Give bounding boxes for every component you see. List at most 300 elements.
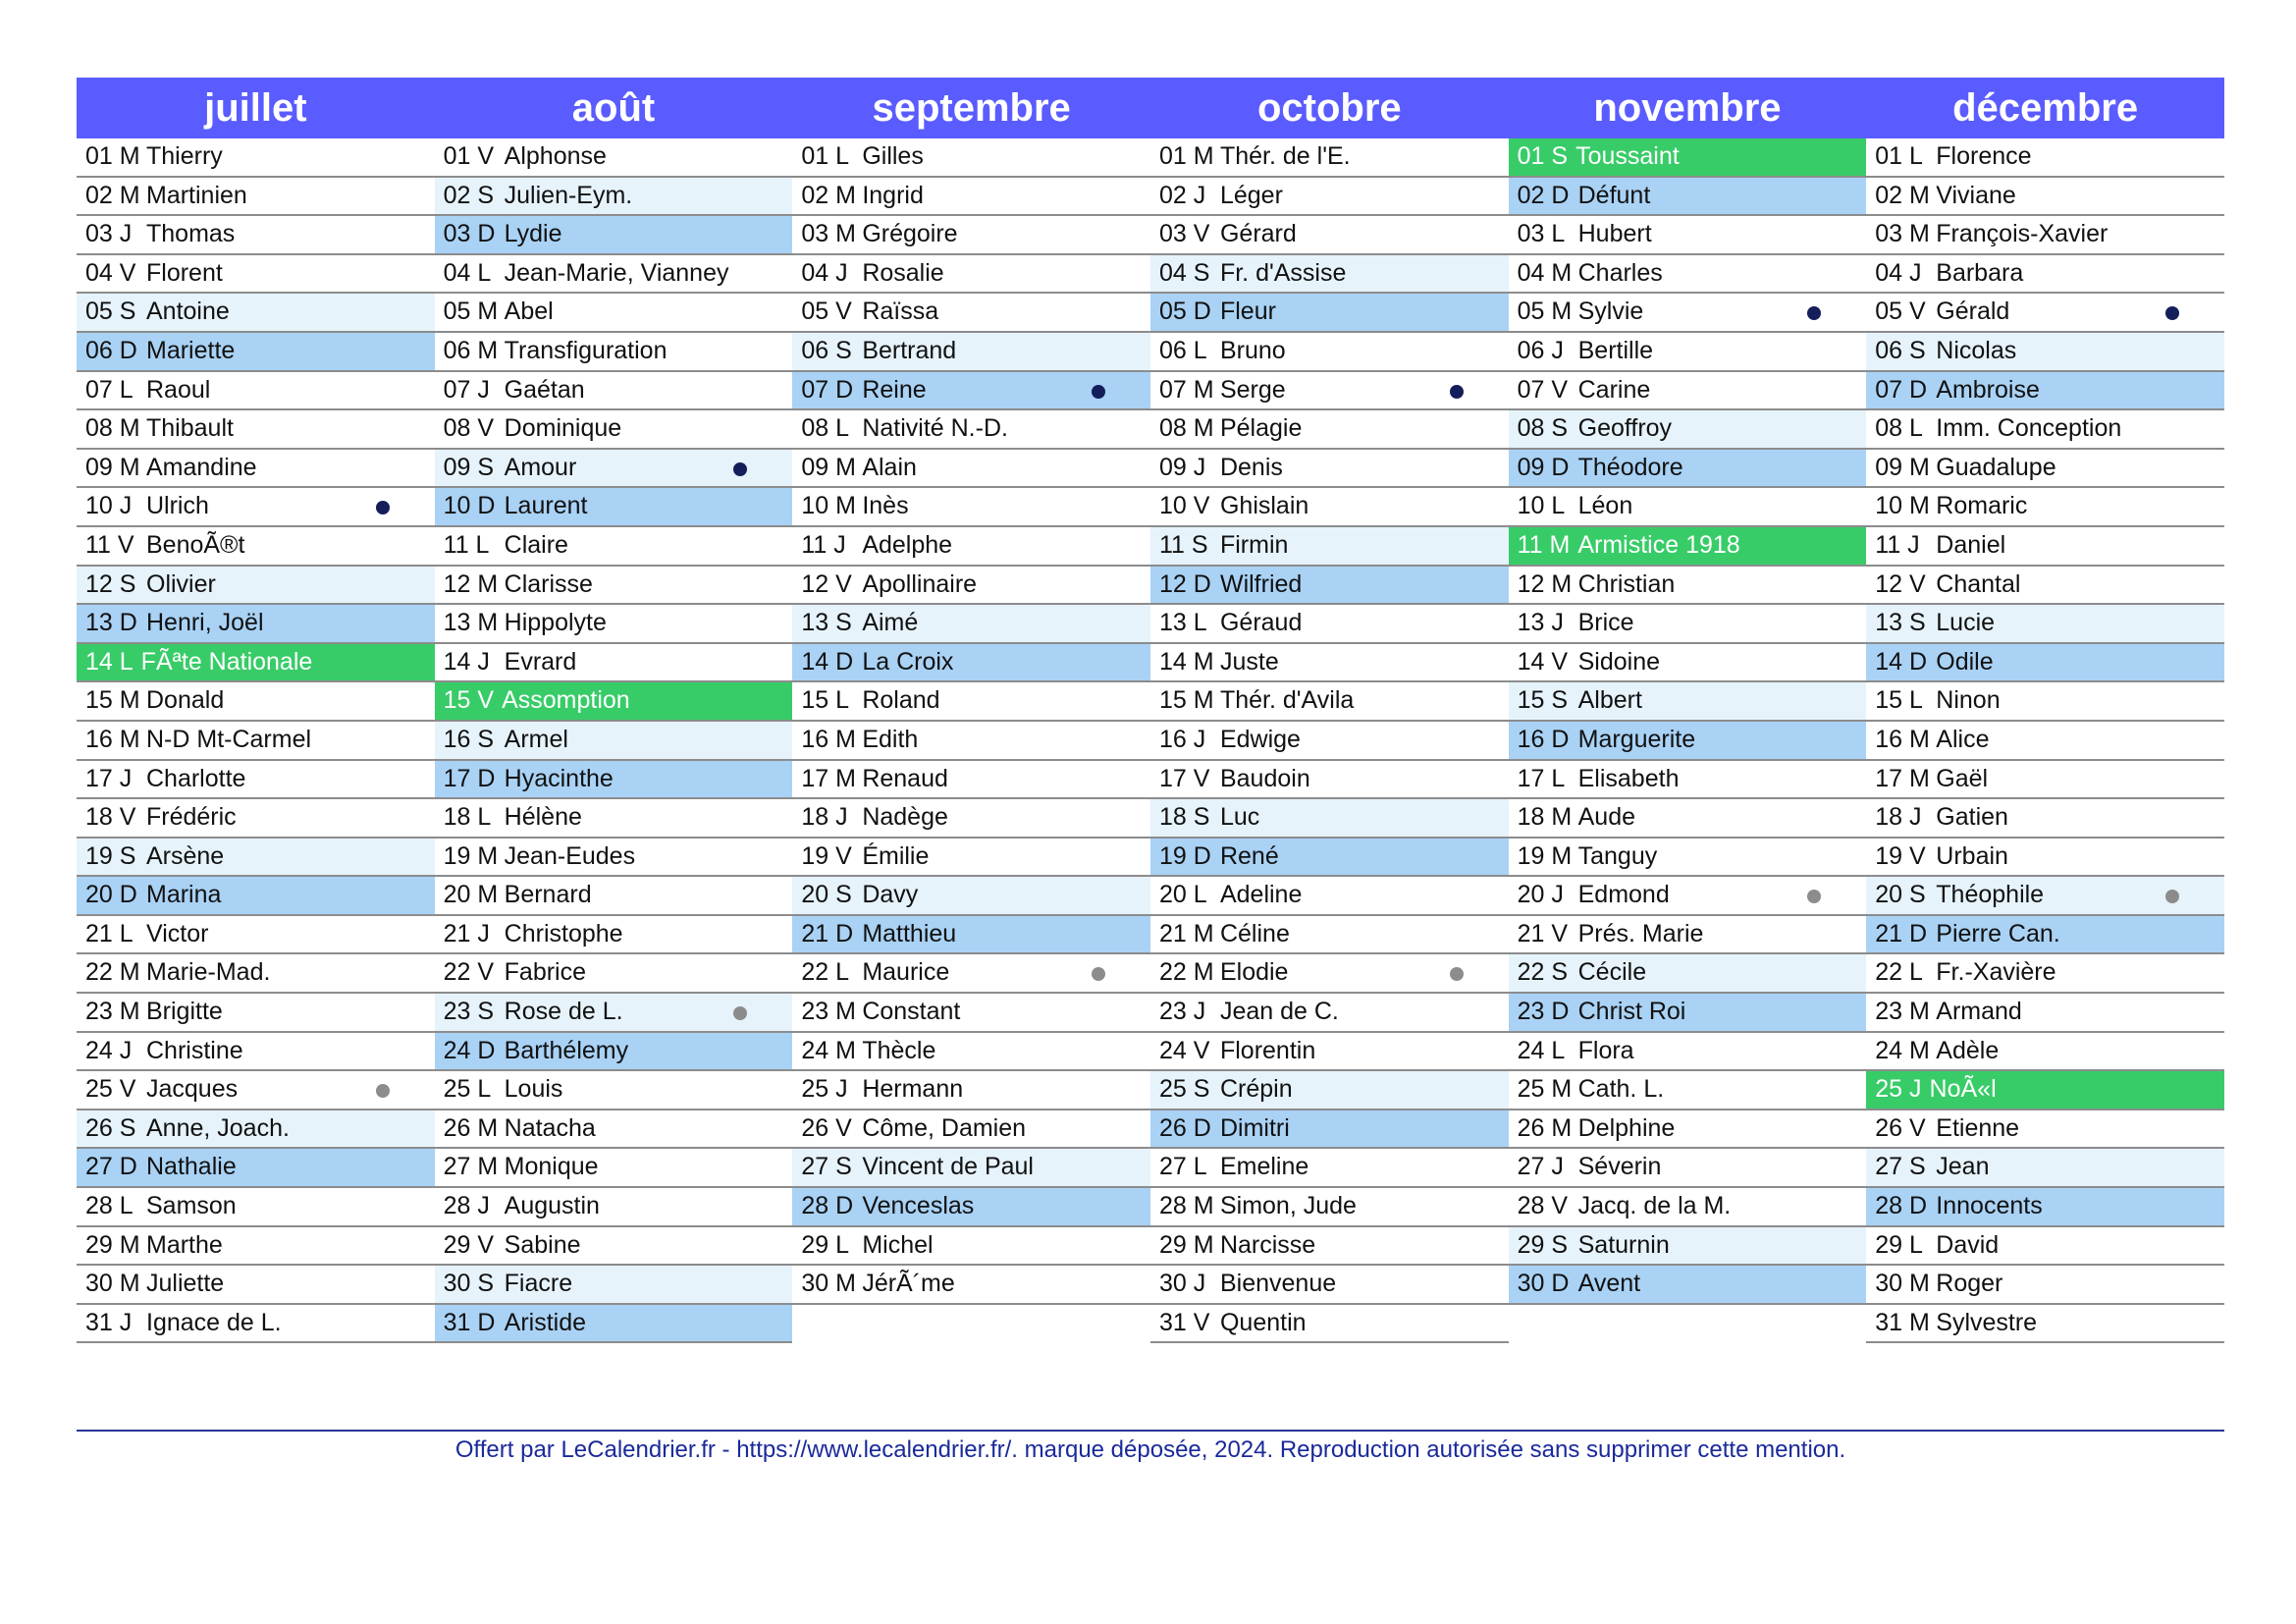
day-row: [435, 450, 793, 489]
day-row: [1509, 178, 1867, 217]
day-row: [792, 372, 1150, 411]
saint-name: Roland: [862, 686, 940, 715]
day-row: [1866, 567, 2224, 606]
day-row: [77, 216, 435, 255]
day-code: 22 L: [801, 958, 849, 987]
saint-name: Urbain: [1936, 841, 2008, 870]
day-row: [435, 567, 793, 606]
day-row: [1150, 954, 1509, 994]
day-row: [435, 372, 793, 411]
saint-name: Barthélemy: [504, 1036, 629, 1064]
day-code: 03 J: [85, 220, 133, 248]
saint-name: Anne, Joach.: [146, 1113, 290, 1142]
day-code: 22 V: [443, 958, 495, 987]
day-row: [792, 488, 1150, 527]
day-row: [1150, 605, 1509, 644]
day-row: [1866, 488, 2224, 527]
day-code: 02 D: [1517, 181, 1570, 209]
day-row: [435, 994, 793, 1033]
day-row: [1150, 1305, 1509, 1344]
saint-name: Bertille: [1577, 336, 1654, 364]
day-row: [1509, 450, 1867, 489]
day-code: 01 M: [1158, 142, 1214, 170]
day-code: 06 J: [1517, 336, 1564, 364]
holiday-row: [435, 682, 793, 722]
day-row: [77, 567, 435, 606]
saint-name: Arsène: [146, 841, 225, 870]
saint-name: Hippolyte: [504, 609, 607, 637]
day-code: 17 M: [1875, 764, 1930, 792]
day-code: 24 D: [443, 1036, 496, 1064]
saint-name: Firmin: [1219, 530, 1289, 559]
day-row: [1866, 877, 2224, 916]
day-code: 10 L: [1517, 492, 1566, 520]
day-row: [435, 877, 793, 916]
saint-name: Aimé: [862, 609, 919, 637]
day-row: [77, 877, 435, 916]
day-row: [435, 1033, 793, 1072]
day-code: 30 D: [1517, 1270, 1570, 1298]
day-code: 27 S: [801, 1153, 852, 1181]
day-row: [1866, 1033, 2224, 1072]
day-row: [1509, 722, 1867, 761]
day-code: 11 J: [1875, 530, 1920, 559]
day-code: 11 M: [1517, 530, 1571, 559]
day-row: [77, 722, 435, 761]
day-code: 26 D: [1158, 1113, 1211, 1142]
saint-name: François-Xavier: [1936, 220, 2109, 248]
day-row: [1509, 1149, 1867, 1188]
day-code: 22 M: [85, 958, 140, 987]
day-row: [435, 178, 793, 217]
day-code: 18 J: [801, 803, 848, 832]
full-moon-icon: [1807, 890, 1821, 903]
day-code: 03 D: [443, 220, 496, 248]
day-code: 03 V: [1158, 220, 1210, 248]
day-code: 17 M: [801, 764, 856, 792]
day-code: 11 V: [85, 530, 134, 559]
day-row: [1509, 488, 1867, 527]
saint-name: Nativité N.-D.: [862, 414, 1008, 443]
new-moon-icon: [2165, 306, 2179, 320]
day-row: [1150, 410, 1509, 450]
day-code: 18 V: [85, 803, 136, 832]
day-code: 16 M: [1875, 725, 1930, 753]
day-row: [435, 527, 793, 567]
saint-name: Sylvie: [1577, 298, 1644, 326]
day-row: [77, 954, 435, 994]
saint-name: Tanguy: [1577, 841, 1658, 870]
day-row: [77, 605, 435, 644]
day-row: [435, 1149, 793, 1188]
day-row: [792, 799, 1150, 839]
day-row: [1150, 450, 1509, 489]
saint-name: Amour: [504, 453, 577, 481]
day-code: 29 M: [1158, 1230, 1214, 1259]
saint-name: Séverin: [1577, 1153, 1662, 1181]
saint-name: Bertrand: [862, 336, 957, 364]
day-row: [792, 294, 1150, 333]
day-code: 13 L: [1158, 609, 1207, 637]
day-code: 12 S: [85, 569, 136, 598]
month-header: juillet: [77, 78, 435, 138]
saint-name: FÃªte Nationale: [140, 647, 313, 676]
saint-name: Ulrich: [146, 492, 209, 520]
day-row: [1866, 527, 2224, 567]
day-row: [1150, 1033, 1509, 1072]
saint-name: Hélène: [504, 803, 582, 832]
day-row: [1509, 1188, 1867, 1227]
calendar-grid: [77, 78, 2224, 1343]
day-row: [792, 1188, 1150, 1227]
saint-name: Armand: [1936, 998, 2022, 1026]
saint-name: Guadalupe: [1936, 453, 2056, 481]
saint-name: Ignace de L.: [146, 1308, 282, 1336]
day-code: 23 S: [443, 998, 495, 1026]
day-row: [1866, 1227, 2224, 1267]
day-row: [1509, 372, 1867, 411]
day-code: 05 V: [801, 298, 852, 326]
day-row: [1866, 605, 2224, 644]
saint-name: Bernard: [504, 881, 592, 909]
day-code: 12 V: [801, 569, 852, 598]
day-code: 01 V: [443, 142, 495, 170]
day-code: 19 D: [1158, 841, 1211, 870]
day-row: [1509, 294, 1867, 333]
day-code: 01 L: [801, 142, 849, 170]
footer-credit: Offert par LeCalendrier.fr - https://www.lecalendrier.fr/. marque déposée, 2024. Reproduction autorisée sans supprimer cette mention.: [454, 1436, 1846, 1463]
saint-name: Ninon: [1936, 686, 2001, 715]
day-row: [1150, 1149, 1509, 1188]
saint-name: Géraud: [1219, 609, 1303, 637]
day-code: 08 M: [85, 414, 140, 443]
saint-name: Gaétan: [504, 375, 585, 404]
day-row: [1866, 138, 2224, 178]
month-column: [792, 78, 1150, 1343]
saint-name: Augustin: [504, 1192, 600, 1220]
day-code: 09 S: [443, 453, 495, 481]
day-code: 26 S: [85, 1113, 136, 1142]
day-code: 06 L: [1158, 336, 1207, 364]
saint-name: Innocents: [1936, 1192, 2043, 1220]
saint-name: Monique: [504, 1153, 599, 1181]
day-code: 15 L: [801, 686, 849, 715]
saint-name: Chantal: [1936, 569, 2021, 598]
day-code: 05 M: [1517, 298, 1573, 326]
saint-name: Nicolas: [1936, 336, 2017, 364]
day-code: 15 M: [1158, 686, 1214, 715]
day-row: [77, 1033, 435, 1072]
day-row: [435, 799, 793, 839]
day-row: [1866, 722, 2224, 761]
saint-name: Sidoine: [1577, 647, 1661, 676]
day-code: 20 L: [1158, 881, 1207, 909]
saint-name: Geoffroy: [1577, 414, 1673, 443]
saint-name: Reine: [862, 375, 927, 404]
day-code: 18 M: [1517, 803, 1573, 832]
day-code: 04 S: [1158, 258, 1210, 287]
day-code: 13 J: [1517, 609, 1564, 637]
saint-name: Marguerite: [1577, 725, 1696, 753]
holiday-row: [1509, 527, 1867, 567]
month-header: novembre: [1509, 78, 1867, 138]
day-row: [1509, 216, 1867, 255]
day-code: 10 J: [85, 492, 133, 520]
day-row: [792, 527, 1150, 567]
day-row: [77, 450, 435, 489]
day-code: 05 S: [85, 298, 136, 326]
day-code: 01 L: [1875, 142, 1923, 170]
day-code: 02 M: [801, 181, 856, 209]
day-row: [77, 1266, 435, 1305]
day-code: 11 S: [1158, 530, 1208, 559]
month-header: octobre: [1150, 78, 1509, 138]
day-row: [77, 178, 435, 217]
saint-name: Christophe: [504, 919, 623, 947]
day-row: [1150, 138, 1509, 178]
day-row: [1150, 1227, 1509, 1267]
saint-name: Laurent: [504, 492, 588, 520]
holiday-row: [1509, 138, 1867, 178]
saint-name: Armistice 1918: [1577, 530, 1740, 559]
day-code: 12 D: [1158, 569, 1211, 598]
day-row: [1150, 1188, 1509, 1227]
day-row: [1150, 372, 1509, 411]
saint-name: Thér. de l'E.: [1219, 142, 1351, 170]
day-code: 30 S: [443, 1270, 495, 1298]
day-code: 18 J: [1875, 803, 1922, 832]
saint-name: Fabrice: [504, 958, 587, 987]
month-header: septembre: [792, 78, 1150, 138]
day-code: 14 D: [801, 647, 854, 676]
day-row: [77, 255, 435, 295]
month-header: août: [435, 78, 793, 138]
day-code: 28 L: [85, 1192, 133, 1220]
saint-name: Delphine: [1577, 1113, 1676, 1142]
day-code: 27 S: [1875, 1153, 1926, 1181]
day-code: 24 V: [1158, 1036, 1210, 1064]
full-moon-icon: [733, 1006, 747, 1020]
saint-name: Lydie: [504, 220, 562, 248]
saint-name: Roger: [1936, 1270, 2003, 1298]
saint-name: Aude: [1577, 803, 1636, 832]
day-row: [1866, 916, 2224, 955]
day-code: 24 M: [801, 1036, 856, 1064]
day-row: [1150, 178, 1509, 217]
day-row: [792, 877, 1150, 916]
day-row: [792, 722, 1150, 761]
day-code: 13 D: [85, 609, 137, 637]
saint-name: Gérald: [1936, 298, 2010, 326]
saint-name: René: [1219, 841, 1279, 870]
month-column: [1150, 78, 1509, 1343]
day-row: [1150, 294, 1509, 333]
day-code: 04 M: [1517, 258, 1573, 287]
day-row: [1509, 605, 1867, 644]
saint-name: Denis: [1219, 453, 1283, 481]
day-row: [1509, 1266, 1867, 1305]
day-code: 09 M: [85, 453, 140, 481]
saint-name: Thomas: [146, 220, 236, 248]
day-code: 22 S: [1517, 958, 1569, 987]
saint-name: Imm. Conception: [1936, 414, 2122, 443]
day-row: [1866, 178, 2224, 217]
saint-name: Hubert: [1577, 220, 1652, 248]
day-row: [77, 994, 435, 1033]
saint-name: Florent: [146, 258, 223, 287]
saint-name: Côme, Damien: [862, 1113, 1027, 1142]
saint-name: Olivier: [146, 569, 216, 598]
day-code: 01 M: [85, 142, 140, 170]
saint-name: Gaël: [1936, 764, 1989, 792]
saint-name: Elodie: [1219, 958, 1289, 987]
saint-name: Martinien: [146, 181, 247, 209]
day-row: [1509, 839, 1867, 878]
day-code: 04 J: [1875, 258, 1922, 287]
day-row: [792, 216, 1150, 255]
day-row: [1866, 761, 2224, 800]
day-code: 20 D: [85, 881, 137, 909]
saint-name: Simon, Jude: [1219, 1192, 1357, 1220]
saint-name: Christian: [1577, 569, 1676, 598]
day-row: [792, 605, 1150, 644]
day-row: [1509, 1110, 1867, 1150]
day-code: 21 D: [1875, 919, 1928, 947]
day-code: 22 L: [1875, 958, 1923, 987]
day-code: 16 D: [1517, 725, 1570, 753]
day-row: [792, 1227, 1150, 1267]
saint-name: Florentin: [1219, 1036, 1316, 1064]
saint-name: Emeline: [1219, 1153, 1309, 1181]
saint-name: David: [1936, 1230, 2000, 1259]
day-code: 25 J: [1875, 1075, 1922, 1104]
day-code: 26 V: [801, 1113, 852, 1142]
day-row: [77, 839, 435, 878]
saint-name: N-D Mt-Carmel: [146, 725, 312, 753]
saint-name: Théodore: [1577, 453, 1683, 481]
saint-name: Baudoin: [1219, 764, 1310, 792]
day-code: 28 D: [801, 1192, 854, 1220]
day-row: [1150, 216, 1509, 255]
day-code: 14 V: [1517, 647, 1569, 676]
day-row: [1866, 1266, 2224, 1305]
saint-name: Venceslas: [862, 1192, 975, 1220]
day-code: 08 M: [1158, 414, 1214, 443]
day-code: 12 V: [1875, 569, 1926, 598]
saint-name: Narcisse: [1219, 1230, 1316, 1259]
saint-name: Théophile: [1936, 881, 2045, 909]
day-code: 29 V: [443, 1230, 495, 1259]
saint-name: Crépin: [1219, 1075, 1293, 1104]
saint-name: Brice: [1577, 609, 1634, 637]
saint-name: Lucie: [1936, 609, 1996, 637]
day-code: 04 V: [85, 258, 136, 287]
new-moon-icon: [733, 462, 747, 476]
day-code: 25 M: [1517, 1075, 1573, 1104]
saint-name: Aristide: [504, 1308, 587, 1336]
day-code: 30 M: [801, 1270, 856, 1298]
day-row: [1509, 333, 1867, 372]
day-row: [1509, 1033, 1867, 1072]
day-code: 17 D: [443, 764, 496, 792]
day-row: [435, 722, 793, 761]
day-row: [1150, 1071, 1509, 1110]
day-row: [1509, 954, 1867, 994]
day-row: [1150, 839, 1509, 878]
saint-name: Émilie: [862, 841, 930, 870]
day-code: 23 D: [1517, 998, 1570, 1026]
day-row: [77, 138, 435, 178]
saint-name: Défunt: [1577, 181, 1651, 209]
day-row: [792, 410, 1150, 450]
saint-name: Renaud: [862, 764, 948, 792]
new-moon-icon: [1092, 385, 1105, 399]
day-code: 26 M: [443, 1113, 499, 1142]
day-code: 09 J: [1158, 453, 1206, 481]
day-code: 30 M: [85, 1270, 140, 1298]
saint-name: Adelphe: [862, 530, 953, 559]
day-code: 07 V: [1517, 375, 1569, 404]
day-row: [1866, 410, 2224, 450]
saint-name: Gatien: [1936, 803, 2008, 832]
day-code: 13 S: [1875, 609, 1926, 637]
day-row: [1866, 644, 2224, 683]
saint-name: Etienne: [1936, 1113, 2020, 1142]
full-moon-icon: [376, 1084, 390, 1098]
day-code: 18 S: [1158, 803, 1210, 832]
day-code: 08 L: [801, 414, 849, 443]
day-row: [1866, 1110, 2224, 1150]
day-code: 19 V: [801, 841, 852, 870]
saint-name: Marina: [146, 881, 222, 909]
day-code: 29 S: [1517, 1230, 1569, 1259]
day-code: 24 M: [1875, 1036, 1930, 1064]
saint-name: Fr.-Xavière: [1936, 958, 2056, 987]
saint-name: La Croix: [862, 647, 954, 676]
day-code: 26 M: [1517, 1113, 1573, 1142]
saint-name: BenoÃ®t: [146, 530, 245, 559]
day-code: 14 D: [1875, 647, 1928, 676]
day-code: 10 M: [1875, 492, 1930, 520]
day-code: 20 S: [1875, 881, 1926, 909]
day-row: [792, 1110, 1150, 1150]
day-row: [792, 839, 1150, 878]
day-code: 06 D: [85, 336, 137, 364]
saint-name: Edwige: [1219, 725, 1301, 753]
day-row: [1866, 294, 2224, 333]
saint-name: Thècle: [862, 1036, 936, 1064]
new-moon-icon: [1450, 385, 1464, 399]
day-row: [1866, 1305, 2224, 1344]
day-row: [792, 994, 1150, 1033]
day-row: [1866, 839, 2224, 878]
day-row: [792, 567, 1150, 606]
day-code: 07 L: [85, 375, 133, 404]
day-row: [435, 954, 793, 994]
saint-name: Fiacre: [504, 1270, 573, 1298]
saint-name: Vincent de Paul: [862, 1153, 1034, 1181]
day-row: [792, 916, 1150, 955]
day-code: 10 D: [443, 492, 496, 520]
saint-name: Quentin: [1219, 1308, 1307, 1336]
day-row: [1150, 761, 1509, 800]
saint-name: Rose de L.: [504, 998, 623, 1026]
saint-name: Christ Roi: [1577, 998, 1686, 1026]
day-code: 20 M: [443, 881, 499, 909]
saint-name: Alice: [1936, 725, 1990, 753]
saint-name: Abel: [504, 298, 554, 326]
day-row: [435, 1266, 793, 1305]
